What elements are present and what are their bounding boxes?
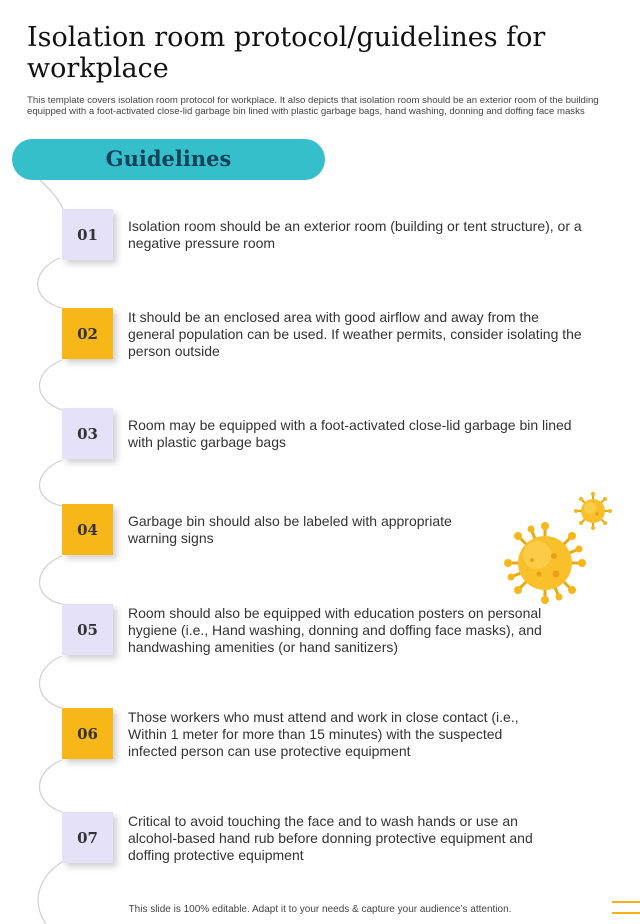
- guidelines-heading: Guidelines: [105, 146, 232, 171]
- virus-icon-large: [504, 522, 586, 604]
- step-number-box: [62, 812, 113, 863]
- step-text: Those workers who must attend and work in close contact (i.e., Within 1 meter for more than 15 minutes) with the suspected infected person can use protective equipment: [128, 709, 519, 759]
- step-number: 02: [77, 324, 98, 343]
- page-title: Isolation room protocol/guidelines for workplace: [27, 22, 546, 84]
- virus-icon-small: [574, 492, 612, 530]
- page-subtitle: This template covers isolation room protocol for workplace. It also depicts that isolation room should be an exterior room of the building equipped with a foot-activated close-lid garbage bin lined with plastic garbage bags, hand washing, donning and doffing face masks: [27, 95, 599, 117]
- step-number-box: [62, 408, 113, 459]
- guidelines-header: [12, 139, 325, 180]
- step-number-box: [62, 708, 113, 759]
- step-text: Critical to avoid touching the face and to wash hands or use an alcohol-based hand rub before donning protective equipment and doffing protective equipment: [128, 813, 533, 863]
- step-text: Isolation room should be an exterior room (building or tent structure), or a negative pressure room: [128, 218, 582, 251]
- step-number-box: [62, 504, 113, 555]
- step-number: 01: [77, 225, 98, 244]
- step-number: 04: [77, 520, 98, 539]
- step-number-box: [62, 209, 113, 260]
- step-text: Room may be equipped with a foot-activated close-lid garbage bin lined with plastic garbage bags: [128, 417, 572, 450]
- corner-accent-line: [612, 901, 640, 903]
- step-text: It should be an enclosed area with good airflow and away from the general population can be used. If weather permits, consider isolating the person outside: [128, 309, 582, 359]
- step-number: 06: [77, 724, 98, 743]
- step-text: Garbage bin should also be labeled with appropriate warning signs: [128, 513, 452, 546]
- step-number: 05: [77, 620, 98, 639]
- corner-accent-line: [612, 912, 640, 914]
- step-number: 03: [77, 424, 98, 443]
- step-number-box: [62, 308, 113, 359]
- step-number: 07: [77, 828, 98, 847]
- footer-note: This slide is 100% editable. Adapt it to your needs & capture your audience’s attention.: [128, 904, 512, 915]
- step-text: Room should also be equipped with education posters on personal hygiene (i.e., Hand washing, donning and doffing face masks), and handwashing amenities (or hand sanitizers): [128, 605, 542, 655]
- step-number-box: [62, 604, 113, 655]
